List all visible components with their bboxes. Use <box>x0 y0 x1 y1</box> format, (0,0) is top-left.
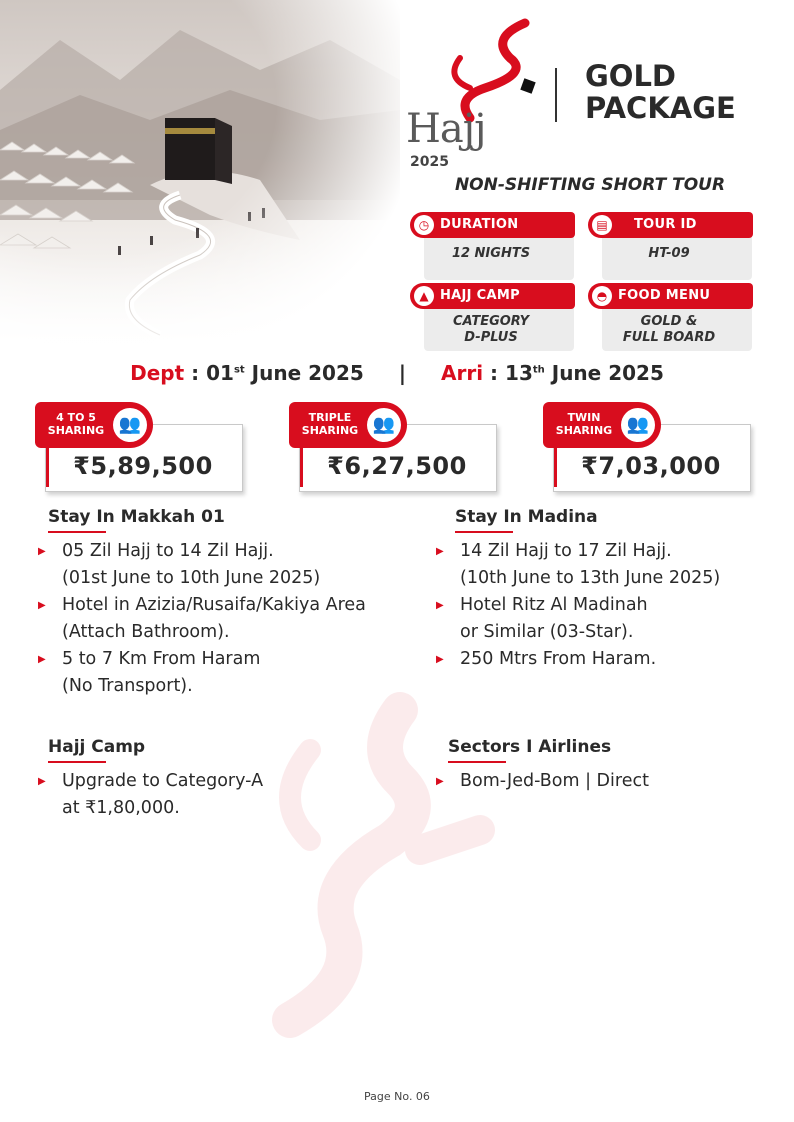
travel-dates: Dept : 01st June 2025 | Arri : 13th June 2025 <box>130 361 664 385</box>
dept-day: 01 <box>206 361 234 385</box>
makkah-title: Stay In Makkah 01 <box>48 507 225 527</box>
list-item: ▶ 05 Zil Hajj to 14 Zil Hajj. (01st June to 10th June 2025) <box>36 538 426 592</box>
arrow-icon: ▶ <box>38 654 46 665</box>
info-label: DURATION <box>440 217 519 232</box>
madina-title: Stay In Madina <box>455 507 598 527</box>
list-item: ▶ Upgrade to Category-A at ₹1,80,000. <box>36 768 426 822</box>
list-item: ▶ 14 Zil Hajj to 17 Zil Hajj. (10th June to 13th June 2025) <box>434 538 784 592</box>
logo-divider <box>555 68 557 122</box>
info-value: HT-09 <box>648 246 690 261</box>
cloche-icon: ◓ <box>592 286 612 306</box>
page-number: Page No. 06 <box>364 1090 430 1103</box>
dept-label: Dept <box>130 361 185 385</box>
package-title <box>585 60 785 124</box>
group-icon: 👥 <box>367 408 401 442</box>
pair-icon: 👥 <box>621 408 655 442</box>
madina-list <box>434 538 784 673</box>
arrow-icon: ▶ <box>38 776 46 787</box>
arrow-icon: ▶ <box>436 654 444 665</box>
info-box-tour-id <box>588 212 753 282</box>
package-title-line1: GOLD <box>585 59 677 93</box>
price-card-triple <box>289 402 499 494</box>
arrow-icon: ▶ <box>436 776 444 787</box>
group-icon: 👥 <box>113 408 147 442</box>
info-value: GOLD & FULL BOARD <box>622 314 716 345</box>
list-item: ▶ Bom-Jed-Bom | Direct <box>434 768 784 795</box>
arrow-icon: ▶ <box>436 546 444 557</box>
arrow-icon: ▶ <box>38 600 46 611</box>
id-card-icon: ▤ <box>592 215 612 235</box>
arrow-icon: ▶ <box>436 600 444 611</box>
arri-label: Arri <box>441 361 484 385</box>
package-title-line2: PACKAGE <box>585 91 736 125</box>
info-box-food-menu <box>588 283 753 353</box>
price-amount: ₹5,89,500 <box>73 452 213 480</box>
price-label: TWIN SHARING <box>555 411 613 437</box>
price-label: 4 TO 5 SHARING <box>47 411 105 437</box>
logo-year: 2025 <box>410 154 449 170</box>
camp-list <box>36 768 426 822</box>
price-label: TRIPLE SHARING <box>301 411 359 437</box>
info-box-duration <box>410 212 575 282</box>
list-item: ▶ Hotel Ritz Al Madinah or Similar (03-Star). <box>434 592 784 646</box>
dates-separator: | <box>398 361 407 385</box>
tent-icon: ▲ <box>414 286 434 306</box>
makkah-list <box>36 538 426 700</box>
price-amount: ₹6,27,500 <box>327 452 467 480</box>
info-value: 12 NIGHTS <box>451 246 531 261</box>
arri-day: 13 <box>505 361 533 385</box>
price-amount: ₹7,03,000 <box>581 452 721 480</box>
camp-title: Hajj Camp <box>48 737 145 757</box>
logo-word: Hajj <box>406 106 486 152</box>
info-label: TOUR ID <box>634 217 697 232</box>
arri-rest: June 2025 <box>551 361 664 385</box>
tour-type: NON-SHIFTING SHORT TOUR <box>454 175 726 195</box>
arrow-icon: ▶ <box>38 546 46 557</box>
info-label: HAJJ CAMP <box>440 288 520 303</box>
clock-icon: ◷ <box>414 215 434 235</box>
sectors-title: Sectors I Airlines <box>448 737 611 757</box>
info-value: CATEGORY D-PLUS <box>452 314 530 345</box>
dept-rest: June 2025 <box>251 361 364 385</box>
price-card-4to5 <box>35 402 245 494</box>
list-item: ▶ Hotel in Azizia/Rusaifa/Kakiya Area (Attach Bathroom). <box>36 592 426 646</box>
kaaba-illustration <box>0 0 400 345</box>
hajj-logo <box>400 18 560 170</box>
price-card-twin <box>543 402 753 494</box>
list-item: ▶ 250 Mtrs From Haram. <box>434 646 784 673</box>
list-item: ▶ 5 to 7 Km From Haram (No Transport). <box>36 646 426 700</box>
info-label: FOOD MENU <box>618 288 711 303</box>
info-box-hajj-camp <box>410 283 575 353</box>
sectors-list <box>434 768 784 795</box>
